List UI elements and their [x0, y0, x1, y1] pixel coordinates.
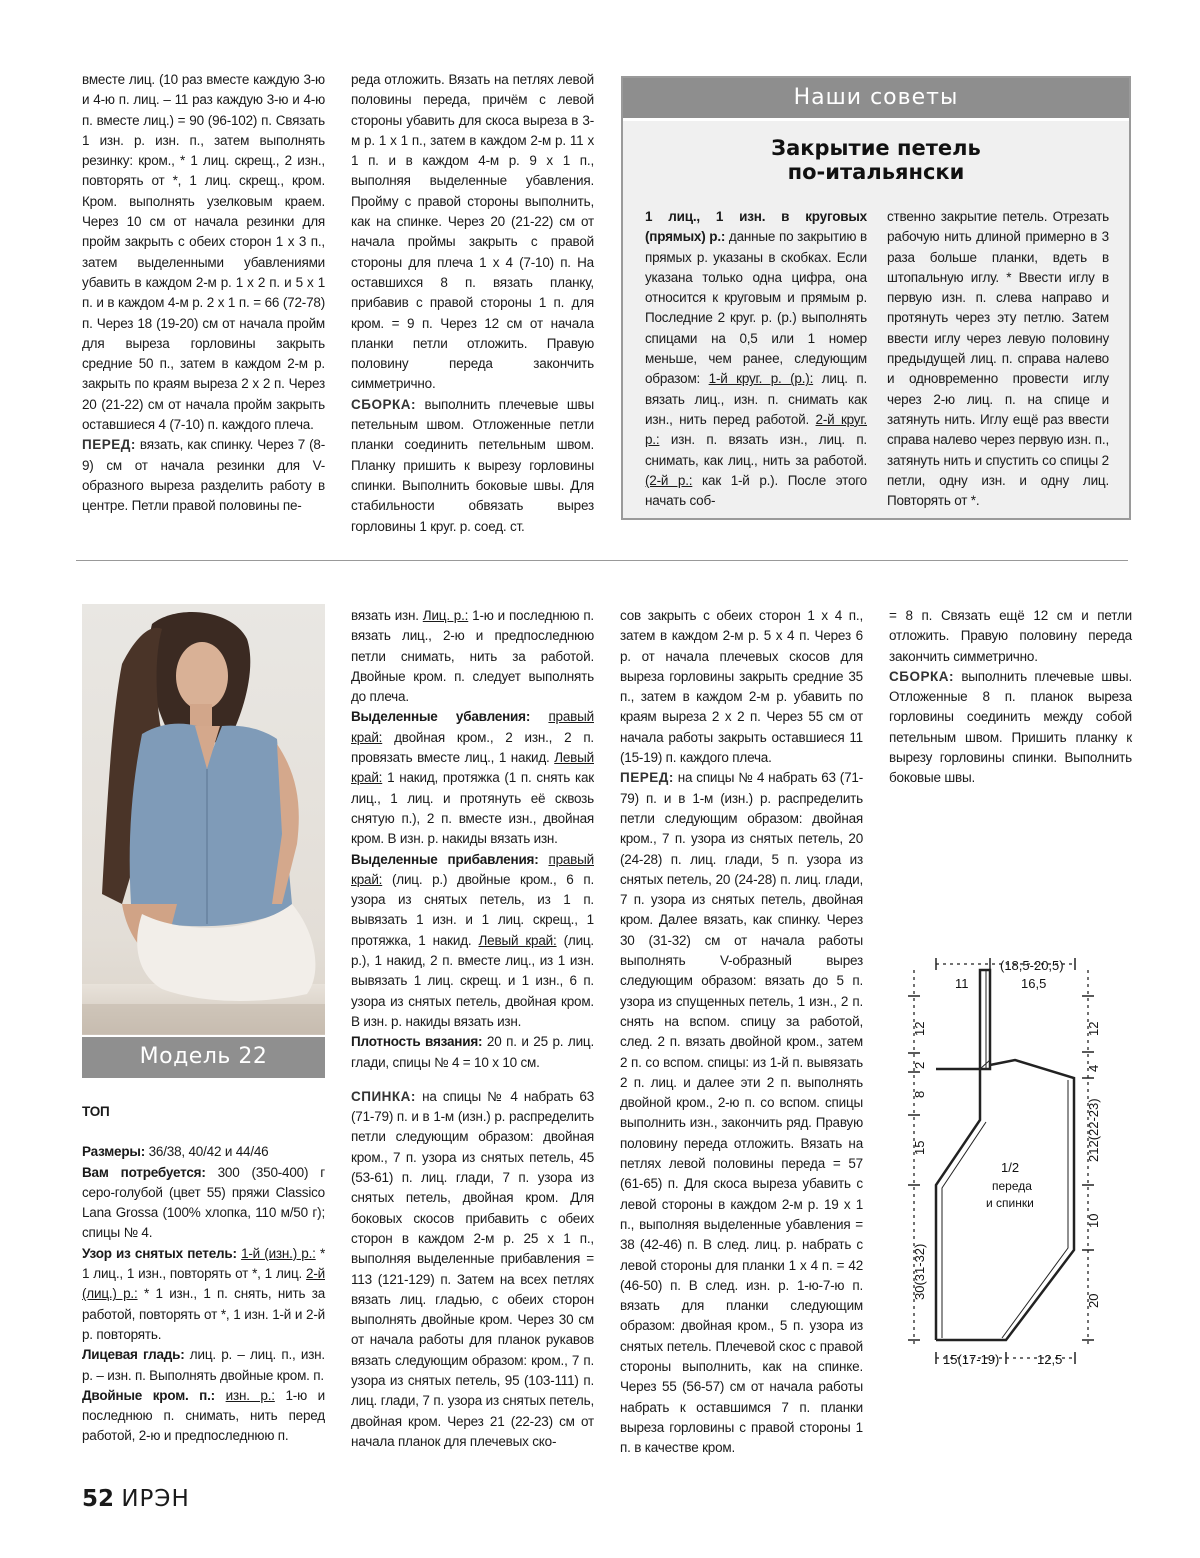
underlined-term: Лиц. р.: [422, 608, 469, 623]
text: * 1 изн., 1 п. снять, нить за работой, повторять от *, 1 изн. 1-й и 2-й р. повторять. [82, 1286, 326, 1342]
schema-label: 10 [1086, 1213, 1101, 1228]
schema-label: 15 [912, 1140, 927, 1155]
pattern [82, 1244, 325, 1345]
gauge-label: Плотность вязания: [351, 1034, 483, 1050]
gauge [351, 1032, 594, 1073]
page-number: 52 [82, 1486, 115, 1512]
back [351, 1087, 594, 1452]
title: ТОП [82, 1104, 110, 1119]
paragraph: ственно закрытие петель. Отрезать рабочую нить длиной примерно в 3 раза больше планки, вдеть в штопальную иглу. * Ввести иглу в первую изн. п. слева направо и протянуть через эту петлю. Затем ввести иглу через левую половину предыдущей лиц. п. справа налево и одновременно провести иглу через 2-ю лиц. п. на спице и затянуть нить. Иглу ещё раз ввести справа налево через первую изн. п., затянуть нить и спустить со спицы 2 петли, одну изн. и одну лиц. Повторять от *. [887, 209, 1109, 509]
decreases-label: Выделенные убавления: [351, 709, 531, 725]
paragraph [351, 606, 594, 707]
front-label: ПЕРЕД: [82, 437, 136, 453]
paragraph [351, 70, 594, 395]
text: реда отложить. Вязать на петлях левой половины переда, причём с левой стороны убавить для скоса выреза в 3-м р. 1 х 1 п., затем в каждом 2-м р. 11 х 1 п. и в каждом 4-м р. 9 х 1 п., выполняя выделенные убавления. Пройму с правой стороны выполнить, как на спинке. Через 20 (21-22) см от начала проймы закрыть с правой стороны для плеча 1 х 4 (7-10) п. На оставшихся 8 п. вязать планку, прибавив с правой стороны 1 п. для кром. = 9 п. Через 12 см от начала планки петли отложить. Правую половину переда закончить симметрично. [351, 72, 594, 392]
sizes [82, 1142, 325, 1162]
schema-label: 212(22-23) [1086, 1098, 1101, 1162]
underlined-term: 2-й (лиц.) р.: [82, 1266, 325, 1302]
increases [351, 850, 594, 1033]
decreases [351, 707, 594, 849]
divider [623, 118, 1129, 121]
text: * 1 лиц., 1 изн., повторять от *, 1 лиц. [82, 1245, 326, 1282]
tips-title-line: Закрытие петель [771, 136, 981, 160]
schema-label: 12 [1086, 1021, 1101, 1036]
schema-label: 12 [912, 1021, 927, 1036]
text: 300 (350-400) г серо-голубой (цвет 55) пряжи Classico Lana Grossa (100% хлопка, 110 м/50 г); спицы № 4. [82, 1164, 325, 1241]
schema-label: 12,5 [1037, 1352, 1063, 1367]
text: вязать, как спинку. Через 7 (8-9) см от начала резинки для V-образного выреза разделить работу в центре. Петли правой половины пе- [82, 437, 325, 514]
underlined-term: изн. р.: [225, 1387, 275, 1403]
tips-title [621, 136, 1131, 184]
text: 1 накид, протяжка (1 п. снять как лиц., 1 лиц. и протянуть её сквозь снятую п.), 2 п. вместе изн., двойная кром. В изн. р. накиды вязать изн. [351, 770, 594, 847]
schema-label: 2 [912, 1061, 927, 1069]
front [620, 768, 863, 1458]
text: выполнить плечевые швы. Отложенные 8 п. планок выреза горловины соединить между собой петельным швом. Пришить планку к вырезу горловины спинки. Выполнить боковые швы. [889, 668, 1132, 786]
text: лиц. п. вязать лиц., изн. п. снимать как изн., нить перед работой. [645, 371, 867, 427]
page-footer [82, 1486, 190, 1512]
schema-label: и спинки [986, 1196, 1034, 1210]
underlined-term: правый край: [351, 709, 594, 745]
schema-label: 20 [1086, 1293, 1101, 1308]
increases-label: Выделенные прибавления: [351, 851, 539, 867]
materials-label: Вам потребуется: [82, 1164, 206, 1180]
paragraph-assembly [351, 395, 594, 537]
pattern-label: Узор из снятых петель: [82, 1245, 237, 1261]
underlined-term: Левый край: [351, 750, 594, 786]
text: (лиц. р.) двойные кром., 6 п. узора из снятых петель, из 1 п. вывязать 1 изн. и 1 лиц. скрещ., 1 протяжка, 1 накид. [351, 871, 594, 948]
text: (лиц. р.), 1 накид, 2 п. вместе лиц., из 1 изн. вывязать 1 лиц. скрещ. и 1 изн., 6 п. узора из снятых петель, двойная кром. В изн. р. накиды вязать изн. [351, 932, 594, 1029]
bottom-right-column [620, 606, 863, 1458]
text: вместе лиц. (10 раз вместе каждую 3-ю и 4-ю п. лиц. – 11 раз каждую 3-ю и 4-ю п. вместе лиц.) = 90 (96-102) п. Связать 1 изн. р. изн. п., затем выполнять резинку: кром., * 1 лиц. скрещ., 2 изн., повторять от *, 1 лиц. скрещ., кром. Кром. выполнять узелковым краем. Через 10 см от начала резинки для пройм закрыть с обеих сторон 1 х 3 п., затем выделенными убавлениями убавить в каждом 2-м р. 1 х 2 п. и 5 х 1 п. и в каждом 4-м р. 2 х 1 п. = 66 (72-78) п. Через 18 (19-20) см от начала пройм для выреза горловины закрыть средние 50 п., затем в каждом 2-м р. закрыть по краям выреза 2 х 2 п. Через 20 (21-22) см от начала пройм закрыть оставшиеся 4 (7-10) п. каждого плеча. [82, 72, 325, 433]
top-middle-column [351, 70, 594, 537]
schema-label: 16,5 [1021, 976, 1047, 991]
sizes-label: Размеры: [82, 1144, 146, 1160]
tips-title-line: по-итальянски [787, 160, 965, 184]
schema-label: 11 [955, 976, 969, 991]
pattern-schema [900, 950, 1120, 1380]
front-label: ПЕРЕД: [620, 770, 674, 786]
schema-label: (18,5-20,5) [1000, 958, 1064, 973]
bold-lead: 1 лиц., 1 изн. в круговых (прямых) р.: [645, 209, 867, 245]
bottom-middle-column [351, 606, 594, 1452]
schema-label: 15(17-19) [943, 1352, 1000, 1367]
schema-label: переда [992, 1179, 1032, 1193]
bottom-far-right-column [889, 606, 1132, 789]
paragraph: сов закрыть с обеих сторон 1 х 4 п., затем в каждом 2-м р. 5 х 4 п. Через 6 р. от начала плечевых скосов для выреза горловины закрыть средние 35 п., затем в каждом 2-м р. убавить по краям выреза 2 х 2 п. Через 55 см от начала работы закрыть оставшиеся 11 (15-19) п. каждого плеча. [620, 608, 863, 766]
stockinette [82, 1345, 325, 1386]
bottom-left-column [82, 1102, 325, 1447]
text: 36/38, 40/42 и 44/46 [145, 1144, 269, 1160]
schema-label: 30(31-32) [912, 1243, 927, 1300]
text: изн. п. вязать изн., лиц. п. снимать, как лиц., нить за работой. [645, 432, 867, 468]
underlined-term: правый край: [351, 851, 594, 887]
text: данные по закрытию в прямых р. указаны в скобках. Если указана только одна цифра, она относится к круговым и прямым р. Последние 2 круг. р. (р.) выполнять спицами на 0,5 или 1 номер меньше, чем ранее, следующим образом: [645, 229, 867, 387]
text: как 1-й р.). После этого начать соб- [645, 472, 867, 509]
section-divider [76, 560, 1128, 561]
tips-header: Наши советы [623, 78, 1129, 118]
text: 1-ю и последнюю п. снимать, нить перед работой, 2-ю и предпоследнюю п. [82, 1387, 325, 1444]
text: лиц. р. – лиц. п., изн. р. – изн. п. Выполнять двойные кром. п. [82, 1347, 325, 1383]
text: на спицы № 4 набрать 63 (71-79) п. и в 1-м (изн.) р. распределить петли следующим образом: двойная кром., 7 п. узора из снятых петель, 45 (53-61) п. лиц. глади, 7 п. узора из снятых петель, двойная кром. Для боковых скосов прибавить с обеих сторон в каждом 2-м р. 25 х 1 п., выполняя выделенные прибавления = 113 (121-129) п. Затем на всех петлях вязать лиц. гладью, с обеих сторон выполнять двойные кром. Через 30 см от начала работы для планок рукавов вязать следующим образом: кром., 7 п. узора из снятых петель, 95 (103-111) п. лиц. глади, 7 п. узора из снятых петель, двойная кром. Через 21 (22-23) см от начала планок для плечевых ско- [351, 1088, 594, 1449]
paragraph: = 8 п. Связать ещё 12 см и петли отложить. Правую половину переда закончить симметрично. [889, 608, 1132, 664]
paragraph [82, 70, 325, 435]
underlined-term: Левый край: [478, 932, 557, 948]
paragraph [645, 207, 867, 511]
double-edge [82, 1386, 325, 1447]
back-label: СПИНКА: [351, 1088, 416, 1104]
underlined-term: 1-й (изн.) р.: [241, 1245, 316, 1261]
underlined-term: (2-й р.: [645, 472, 693, 488]
schema-label: 4 [1086, 1064, 1101, 1072]
text: 20 п. и 25 р. лиц. глади, спицы № 4 = 10 х 10 см. [351, 1034, 594, 1070]
garment-outline [936, 970, 1074, 1340]
model-label: Модель 22 [82, 1035, 325, 1078]
underlined-term: 1-й круг. р. (р.): [708, 371, 814, 387]
assembly [889, 667, 1132, 789]
text: двойная кром., 2 изн., 2 п. провязать вместе лиц., 1 накид. [351, 729, 594, 766]
tips-column-1 [645, 207, 867, 511]
top-left-column [82, 70, 325, 517]
model-photo [82, 604, 325, 1078]
schema-label: 8 [912, 1090, 927, 1098]
text: вязать изн. [351, 608, 423, 623]
face [176, 642, 228, 710]
magazine-name: ИРЭН [121, 1486, 190, 1512]
assembly-label: СБОРКА: [351, 396, 416, 412]
assembly-label: СБОРКА: [889, 668, 954, 684]
underlined-term: 2-й круг. р.: [645, 411, 867, 448]
stockinette-label: Лицевая гладь: [82, 1347, 185, 1363]
text: 1-ю и последнюю п. вязать лиц., 2-ю и предпоследнюю петли снимать, нить за работой. Двойные кром. п. следует выполнять до плеча. [351, 608, 594, 705]
paragraph-front [82, 435, 325, 516]
schema-label: 1/2 [1001, 1160, 1020, 1175]
text: на спицы № 4 набрать 63 (71-79) п. и в 1-м (изн.) р. распределить петли следующим образом: двойная кром., 7 п. узора из снятых петель, 20 (24-28) п. лиц. глади, 5 п. узора из снятых петель, 20 (24-28) п. лиц. глади, 7 п. узора из снятых петель, двойная кром. Далее вязать, как спинку. Через 30 (31-32) см от начала работы выполнять V-образный вырез следующим образом: вязать до 5 п. узора из спущенных петель, 1 изн., 2 п. снять на вспом. спицу за работой, след. 2 п. вязать двойной кром., затем 2 п. со вспом. спицы: из 1-й п. вывязать 2 п. лиц. и далее эти 2 п. выполнять двойной кром., 2-ю п. со вспом. спицы выполнить изн., закончить ряд. Правую половину переда отложить. Вязать на петлях левой половины переда = 57 (61-65) п. Для скоса выреза убавить с левой стороны в каждом 2-м р. 19 х 1 п., выполняя выделенные убавления = 38 (42-46) п. В след. лиц. р. набрать с левой стороны для планки 1 х 4 п. = 42 (46-50) п. В след. изн. р. 1-ю-7-ю п. вязать для планки следующим образом: двойная кром., 5 п. узора из снятых петель. Плечевой скос с правой стороны выполнить, как на спинке. Через 55 (56-57) см от начала работы набрать к оставшимся 7 п. планки выреза горловины с правой стороны 1 п. в качестве кром. [620, 770, 863, 1456]
double-edge-label: Двойные кром. п.: [82, 1387, 215, 1403]
text: выполнить плечевые швы петельным швом. Отложенные петли планки соединить петельным швом. Планку пришить к вырезу горловины спинки. Выполнить боковые швы. Для стабильности обвязать вырез горловины 1 круг. р. соед. ст. [351, 396, 594, 534]
tips-column-2 [887, 207, 1109, 511]
materials [82, 1163, 325, 1244]
